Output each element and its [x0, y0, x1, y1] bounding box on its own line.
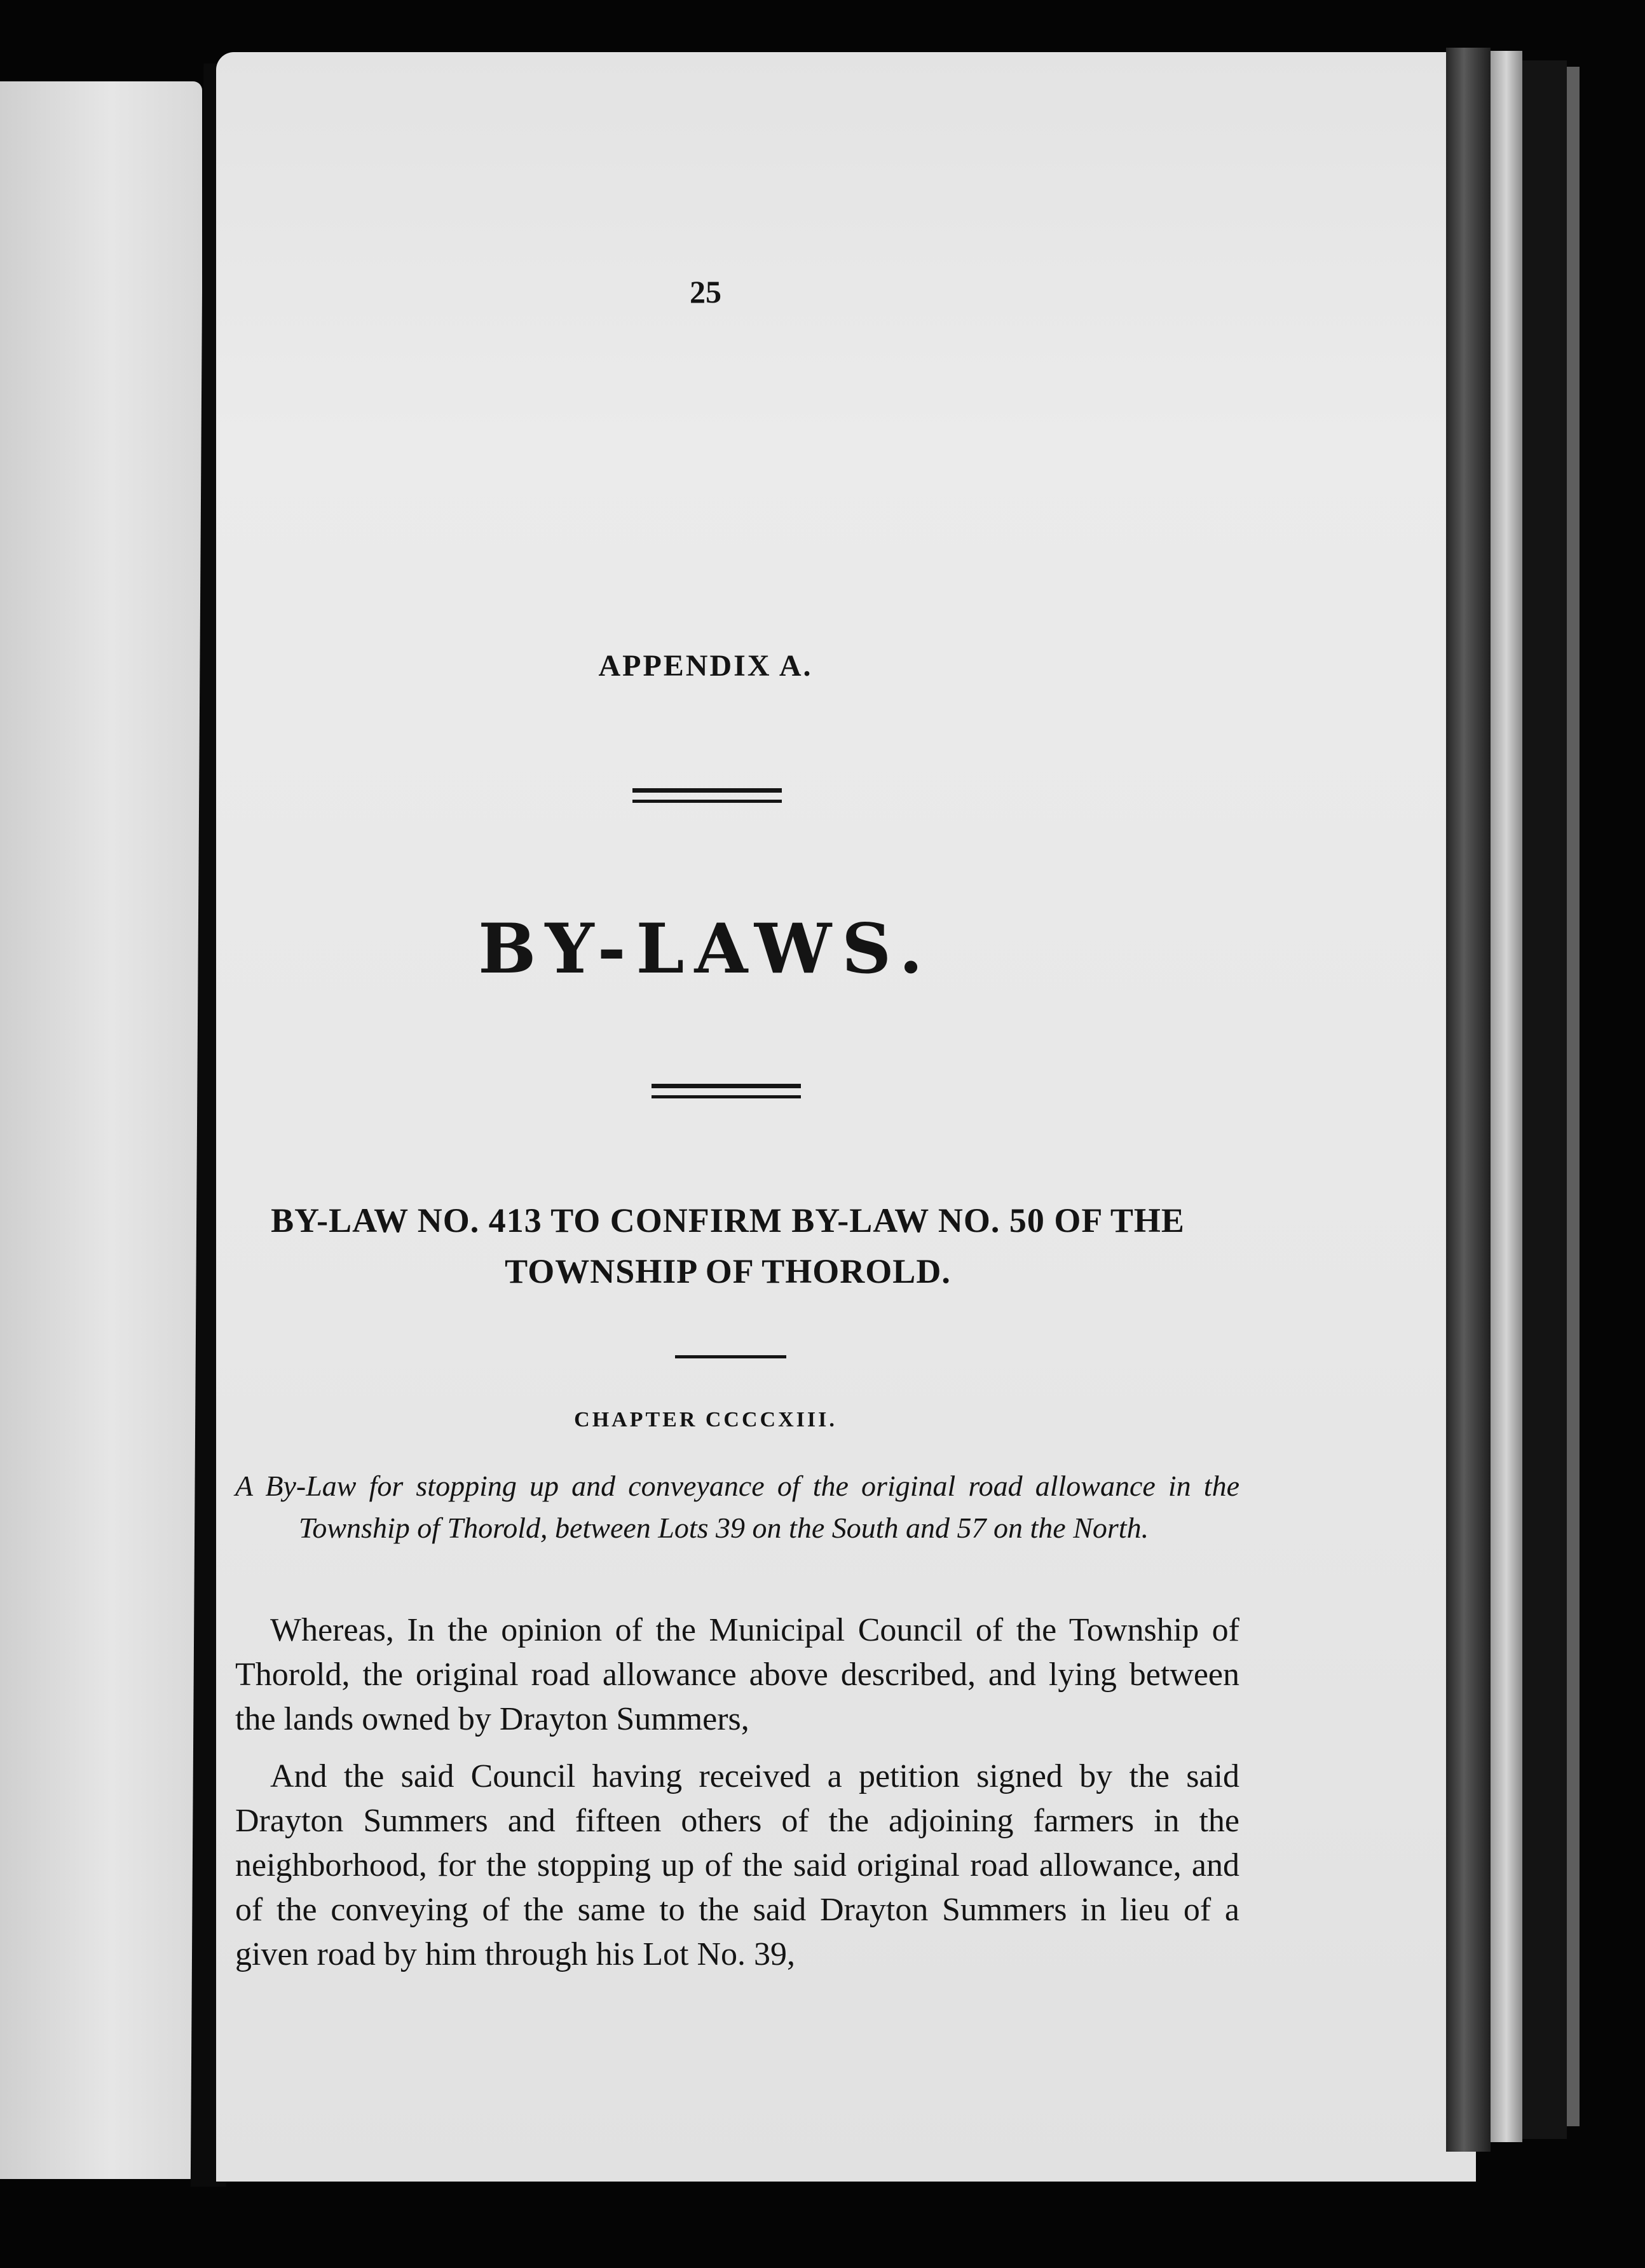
bylaw-heading: BY-LAW NO. 413 TO CONFIRM BY-LAW NO. 50 OF THE TOWNSHIP OF THOROLD.: [271, 1201, 1185, 1290]
double-rule-bottom-1: [652, 1084, 801, 1088]
section-title: BY-LAWS.: [478, 909, 933, 989]
chapter-label: CHAPTER CCCCXIII.: [574, 1408, 837, 1431]
appendix-label: APPENDIX A.: [598, 649, 813, 683]
previous-page-edge: [0, 81, 202, 2179]
page-number: 25: [690, 274, 721, 310]
double-rule-bottom-2: [652, 1095, 801, 1098]
bylaw-description: A By-Law for stopping up and conveyance of the original road allowance in the Township of Thorold, between Lots 39 on the South and 57 on the North.: [235, 1470, 1239, 1544]
paragraph-petition: And the said Council having received a petition signed by the said Drayton Summers and fifteen others of the adjoining farmers in the neighborhood, for the stopping up of the said original road allowance, and of the conveying of the same to the said Drayton Summers in lieu of a given road by him through his Lot No. 39,: [235, 1758, 1239, 1972]
paragraph-whereas: Whereas, In the opinion of the Municipal Council of the Township of Thorold, the original road allowance above described, and lying between the lands owned by Drayton Summers,: [235, 1612, 1239, 1737]
page-stack-edge: [1491, 51, 1522, 2142]
short-rule: [675, 1355, 786, 1358]
double-rule-top-1: [632, 788, 782, 793]
book-cover-edge-inner: [1567, 67, 1580, 2126]
book-cover-edge: [1522, 60, 1567, 2139]
page-edge-shadow: [1446, 48, 1491, 2152]
double-rule-top-2: [632, 800, 782, 803]
